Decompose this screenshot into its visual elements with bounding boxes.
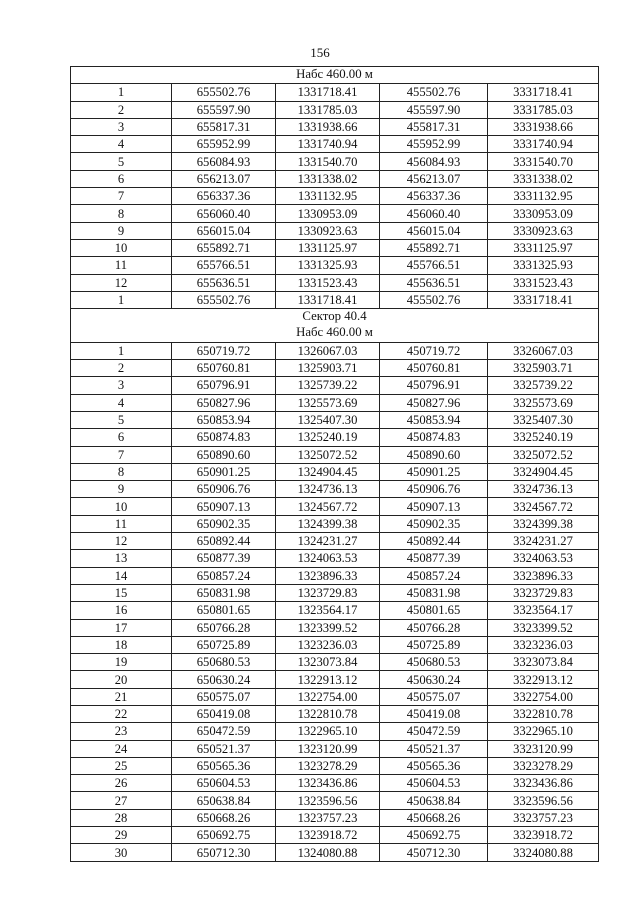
point-number-cell: 11	[71, 515, 172, 532]
table-row	[71, 688, 599, 705]
x-local-cell: 456015.04	[380, 222, 488, 239]
x-local-cell: 450668.26	[380, 809, 488, 826]
x-local-cell: 455766.51	[380, 257, 488, 274]
x-local-cell: 450575.07	[380, 688, 488, 705]
table-row	[71, 118, 599, 135]
table-row	[71, 481, 599, 498]
point-number-cell: 5	[71, 153, 172, 170]
point-number-cell: 15	[71, 584, 172, 601]
y-coordinate-cell: 1323436.86	[276, 775, 380, 792]
x-coordinate-cell: 650901.25	[172, 463, 276, 480]
point-number-cell: 2	[71, 101, 172, 118]
point-number-cell: 28	[71, 809, 172, 826]
y-coordinate-cell: 1323564.17	[276, 602, 380, 619]
point-number-cell: 1	[71, 291, 172, 308]
x-coordinate-cell: 650857.24	[172, 567, 276, 584]
table-row	[71, 619, 599, 636]
point-number-cell: 13	[71, 550, 172, 567]
y-local-cell: 3323278.29	[488, 757, 599, 774]
y-coordinate-cell: 1325407.30	[276, 411, 380, 428]
x-coordinate-cell: 650419.08	[172, 705, 276, 722]
y-local-cell: 3331718.41	[488, 84, 599, 101]
table-row	[71, 153, 599, 170]
y-coordinate-cell: 1324736.13	[276, 481, 380, 498]
y-coordinate-cell: 1331338.02	[276, 170, 380, 187]
x-local-cell: 450521.37	[380, 740, 488, 757]
table-row	[71, 136, 599, 153]
y-coordinate-cell: 1331785.03	[276, 101, 380, 118]
x-coordinate-cell: 650725.89	[172, 636, 276, 653]
table-row	[71, 827, 599, 844]
x-local-cell: 455892.71	[380, 239, 488, 256]
table-row	[71, 602, 599, 619]
y-local-cell: 3323236.03	[488, 636, 599, 653]
x-coordinate-cell: 655892.71	[172, 239, 276, 256]
x-local-cell: 450901.25	[380, 463, 488, 480]
x-local-cell: 450801.65	[380, 602, 488, 619]
table-row	[71, 205, 599, 222]
point-number-cell: 20	[71, 671, 172, 688]
point-number-cell: 5	[71, 411, 172, 428]
x-local-cell: 450877.39	[380, 550, 488, 567]
x-local-cell: 450680.53	[380, 654, 488, 671]
section-header	[71, 67, 599, 84]
y-coordinate-cell: 1325573.69	[276, 394, 380, 411]
x-local-cell: 450760.81	[380, 360, 488, 377]
table-row	[71, 671, 599, 688]
table-row	[71, 636, 599, 653]
section-header-line: Набс 460.00 м	[296, 325, 373, 340]
y-coordinate-cell: 1330953.09	[276, 205, 380, 222]
y-local-cell: 3323564.17	[488, 602, 599, 619]
point-number-cell: 23	[71, 723, 172, 740]
y-coordinate-cell: 1324080.88	[276, 844, 380, 861]
y-local-cell: 3322810.78	[488, 705, 599, 722]
y-local-cell: 3324231.27	[488, 533, 599, 550]
y-local-cell: 3324567.72	[488, 498, 599, 515]
point-number-cell: 8	[71, 463, 172, 480]
point-number-cell: 6	[71, 429, 172, 446]
table-row	[71, 446, 599, 463]
x-coordinate-cell: 650680.53	[172, 654, 276, 671]
y-coordinate-cell: 1323896.33	[276, 567, 380, 584]
y-local-cell: 3323757.23	[488, 809, 599, 826]
y-coordinate-cell: 1325240.19	[276, 429, 380, 446]
point-number-cell: 2	[71, 360, 172, 377]
y-local-cell: 3324063.53	[488, 550, 599, 567]
point-number-cell: 19	[71, 654, 172, 671]
point-number-cell: 12	[71, 533, 172, 550]
x-coordinate-cell: 656337.36	[172, 188, 276, 205]
table-row	[71, 809, 599, 826]
x-coordinate-cell: 655817.31	[172, 118, 276, 135]
table-row	[71, 463, 599, 480]
x-coordinate-cell: 650766.28	[172, 619, 276, 636]
y-coordinate-cell: 1322913.12	[276, 671, 380, 688]
x-coordinate-cell: 656084.93	[172, 153, 276, 170]
table-row	[71, 550, 599, 567]
table-row	[71, 342, 599, 359]
y-local-cell: 3325903.71	[488, 360, 599, 377]
y-local-cell: 3324080.88	[488, 844, 599, 861]
x-coordinate-cell: 650668.26	[172, 809, 276, 826]
table-row	[71, 723, 599, 740]
x-coordinate-cell: 656060.40	[172, 205, 276, 222]
point-number-cell: 4	[71, 136, 172, 153]
coordinates-table-body	[71, 67, 599, 862]
point-number-cell: 4	[71, 394, 172, 411]
y-coordinate-cell: 1330923.63	[276, 222, 380, 239]
y-coordinate-cell: 1324567.72	[276, 498, 380, 515]
x-coordinate-cell: 655597.90	[172, 101, 276, 118]
point-number-cell: 16	[71, 602, 172, 619]
table-row	[71, 394, 599, 411]
table-row	[71, 533, 599, 550]
point-number-cell: 17	[71, 619, 172, 636]
y-coordinate-cell: 1323757.23	[276, 809, 380, 826]
point-number-cell: 22	[71, 705, 172, 722]
x-coordinate-cell: 656015.04	[172, 222, 276, 239]
x-local-cell: 450719.72	[380, 342, 488, 359]
y-local-cell: 3323896.33	[488, 567, 599, 584]
x-coordinate-cell: 650853.94	[172, 411, 276, 428]
section-header-line: Сектор 40.4	[302, 309, 367, 324]
y-local-cell: 3330923.63	[488, 222, 599, 239]
point-number-cell: 7	[71, 446, 172, 463]
table-row	[71, 844, 599, 861]
point-number-cell: 24	[71, 740, 172, 757]
table-row	[71, 567, 599, 584]
x-local-cell: 455817.31	[380, 118, 488, 135]
table-row	[71, 84, 599, 101]
x-local-cell: 456060.40	[380, 205, 488, 222]
x-local-cell: 450604.53	[380, 775, 488, 792]
y-coordinate-cell: 1331523.43	[276, 274, 380, 291]
y-coordinate-cell: 1331125.97	[276, 239, 380, 256]
y-local-cell: 3322913.12	[488, 671, 599, 688]
y-local-cell: 3331938.66	[488, 118, 599, 135]
coordinates-table-container	[70, 66, 598, 862]
x-local-cell: 450796.91	[380, 377, 488, 394]
x-local-cell: 450712.30	[380, 844, 488, 861]
table-row	[71, 705, 599, 722]
table-row	[71, 170, 599, 187]
y-local-cell: 3323596.56	[488, 792, 599, 809]
point-number-cell: 30	[71, 844, 172, 861]
y-coordinate-cell: 1324399.38	[276, 515, 380, 532]
x-coordinate-cell: 650630.24	[172, 671, 276, 688]
y-local-cell: 3331540.70	[488, 153, 599, 170]
x-coordinate-cell: 650890.60	[172, 446, 276, 463]
x-local-cell: 450902.35	[380, 515, 488, 532]
table-row	[71, 429, 599, 446]
y-local-cell: 3331523.43	[488, 274, 599, 291]
x-local-cell: 455597.90	[380, 101, 488, 118]
point-number-cell: 8	[71, 205, 172, 222]
y-local-cell: 3325739.22	[488, 377, 599, 394]
table-row	[71, 775, 599, 792]
y-coordinate-cell: 1331718.41	[276, 291, 380, 308]
y-local-cell: 3324736.13	[488, 481, 599, 498]
point-number-cell: 18	[71, 636, 172, 653]
point-number-cell: 1	[71, 342, 172, 359]
point-number-cell: 11	[71, 257, 172, 274]
y-local-cell: 3325407.30	[488, 411, 599, 428]
table-row	[71, 515, 599, 532]
y-local-cell: 3331718.41	[488, 291, 599, 308]
table-row	[71, 274, 599, 291]
table-row	[71, 257, 599, 274]
x-local-cell: 456337.36	[380, 188, 488, 205]
x-local-cell: 450906.76	[380, 481, 488, 498]
x-coordinate-cell: 650565.36	[172, 757, 276, 774]
page-number: 156	[310, 45, 330, 60]
x-coordinate-cell: 655502.76	[172, 84, 276, 101]
x-local-cell: 450630.24	[380, 671, 488, 688]
y-coordinate-cell: 1325739.22	[276, 377, 380, 394]
point-number-cell: 9	[71, 481, 172, 498]
x-coordinate-cell: 650575.07	[172, 688, 276, 705]
y-coordinate-cell: 1331938.66	[276, 118, 380, 135]
table-row	[71, 740, 599, 757]
table-row	[71, 222, 599, 239]
y-coordinate-cell: 1323236.03	[276, 636, 380, 653]
y-local-cell: 3331785.03	[488, 101, 599, 118]
x-local-cell: 450907.13	[380, 498, 488, 515]
point-number-cell: 27	[71, 792, 172, 809]
x-local-cell: 450766.28	[380, 619, 488, 636]
table-row	[71, 239, 599, 256]
x-coordinate-cell: 650892.44	[172, 533, 276, 550]
y-local-cell: 3323729.83	[488, 584, 599, 601]
point-number-cell: 25	[71, 757, 172, 774]
x-coordinate-cell: 650801.65	[172, 602, 276, 619]
table-row	[71, 498, 599, 515]
x-coordinate-cell: 650906.76	[172, 481, 276, 498]
x-coordinate-cell: 650907.13	[172, 498, 276, 515]
x-coordinate-cell: 655502.76	[172, 291, 276, 308]
y-coordinate-cell: 1322810.78	[276, 705, 380, 722]
y-local-cell: 3330953.09	[488, 205, 599, 222]
y-coordinate-cell: 1323278.29	[276, 757, 380, 774]
y-local-cell: 3323399.52	[488, 619, 599, 636]
section-header-row	[71, 309, 599, 343]
table-row	[71, 654, 599, 671]
x-local-cell: 455502.76	[380, 291, 488, 308]
x-local-cell: 450419.08	[380, 705, 488, 722]
y-coordinate-cell: 1322754.00	[276, 688, 380, 705]
table-row	[71, 757, 599, 774]
section-header-line: Набс 460.00 м	[296, 67, 373, 81]
y-local-cell: 3322965.10	[488, 723, 599, 740]
y-coordinate-cell: 1331540.70	[276, 153, 380, 170]
x-coordinate-cell: 650831.98	[172, 584, 276, 601]
x-local-cell: 450692.75	[380, 827, 488, 844]
point-number-cell: 3	[71, 118, 172, 135]
section-header	[71, 309, 599, 343]
y-local-cell: 3326067.03	[488, 342, 599, 359]
x-coordinate-cell: 655766.51	[172, 257, 276, 274]
y-local-cell: 3331132.95	[488, 188, 599, 205]
x-local-cell: 450565.36	[380, 757, 488, 774]
y-coordinate-cell: 1323729.83	[276, 584, 380, 601]
point-number-cell: 12	[71, 274, 172, 291]
y-local-cell: 3325072.52	[488, 446, 599, 463]
y-local-cell: 3331125.97	[488, 239, 599, 256]
y-local-cell: 3325573.69	[488, 394, 599, 411]
point-number-cell: 10	[71, 498, 172, 515]
point-number-cell: 7	[71, 188, 172, 205]
y-local-cell: 3331740.94	[488, 136, 599, 153]
y-coordinate-cell: 1324231.27	[276, 533, 380, 550]
y-coordinate-cell: 1323120.99	[276, 740, 380, 757]
table-row	[71, 411, 599, 428]
x-coordinate-cell: 650712.30	[172, 844, 276, 861]
x-local-cell: 450827.96	[380, 394, 488, 411]
x-local-cell: 450831.98	[380, 584, 488, 601]
point-number-cell: 14	[71, 567, 172, 584]
y-local-cell: 3331325.93	[488, 257, 599, 274]
table-row	[71, 101, 599, 118]
x-coordinate-cell: 655952.99	[172, 136, 276, 153]
table-row	[71, 792, 599, 809]
y-coordinate-cell: 1325072.52	[276, 446, 380, 463]
y-coordinate-cell: 1323399.52	[276, 619, 380, 636]
x-coordinate-cell: 650760.81	[172, 360, 276, 377]
x-coordinate-cell: 650692.75	[172, 827, 276, 844]
y-coordinate-cell: 1324904.45	[276, 463, 380, 480]
x-local-cell: 450725.89	[380, 636, 488, 653]
point-number-cell: 26	[71, 775, 172, 792]
y-coordinate-cell: 1322965.10	[276, 723, 380, 740]
section-header-row	[71, 67, 599, 84]
point-number-cell: 10	[71, 239, 172, 256]
y-coordinate-cell: 1331718.41	[276, 84, 380, 101]
point-number-cell: 21	[71, 688, 172, 705]
x-local-cell: 450890.60	[380, 446, 488, 463]
x-local-cell: 455502.76	[380, 84, 488, 101]
table-row	[71, 360, 599, 377]
y-coordinate-cell: 1324063.53	[276, 550, 380, 567]
x-local-cell: 456084.93	[380, 153, 488, 170]
x-coordinate-cell: 656213.07	[172, 170, 276, 187]
x-coordinate-cell: 650827.96	[172, 394, 276, 411]
point-number-cell: 29	[71, 827, 172, 844]
table-row	[71, 291, 599, 308]
y-coordinate-cell: 1326067.03	[276, 342, 380, 359]
y-local-cell: 3331338.02	[488, 170, 599, 187]
point-number-cell: 9	[71, 222, 172, 239]
x-local-cell: 456213.07	[380, 170, 488, 187]
x-local-cell: 455636.51	[380, 274, 488, 291]
x-local-cell: 450853.94	[380, 411, 488, 428]
point-number-cell: 3	[71, 377, 172, 394]
table-row	[71, 188, 599, 205]
y-coordinate-cell: 1331132.95	[276, 188, 380, 205]
x-coordinate-cell: 650521.37	[172, 740, 276, 757]
y-coordinate-cell: 1325903.71	[276, 360, 380, 377]
x-coordinate-cell: 650877.39	[172, 550, 276, 567]
x-coordinate-cell: 650874.83	[172, 429, 276, 446]
x-coordinate-cell: 650719.72	[172, 342, 276, 359]
y-local-cell: 3323120.99	[488, 740, 599, 757]
y-coordinate-cell: 1323596.56	[276, 792, 380, 809]
x-local-cell: 450857.24	[380, 567, 488, 584]
y-local-cell: 3323073.84	[488, 654, 599, 671]
x-coordinate-cell: 650902.35	[172, 515, 276, 532]
x-coordinate-cell: 650472.59	[172, 723, 276, 740]
x-coordinate-cell: 650796.91	[172, 377, 276, 394]
coordinates-table	[70, 66, 599, 862]
y-coordinate-cell: 1323073.84	[276, 654, 380, 671]
x-local-cell: 455952.99	[380, 136, 488, 153]
y-local-cell: 3325240.19	[488, 429, 599, 446]
y-coordinate-cell: 1331325.93	[276, 257, 380, 274]
x-coordinate-cell: 650638.84	[172, 792, 276, 809]
x-coordinate-cell: 650604.53	[172, 775, 276, 792]
x-local-cell: 450874.83	[380, 429, 488, 446]
y-local-cell: 3323436.86	[488, 775, 599, 792]
point-number-cell: 6	[71, 170, 172, 187]
x-coordinate-cell: 655636.51	[172, 274, 276, 291]
y-coordinate-cell: 1331740.94	[276, 136, 380, 153]
y-local-cell: 3324399.38	[488, 515, 599, 532]
y-local-cell: 3324904.45	[488, 463, 599, 480]
y-local-cell: 3322754.00	[488, 688, 599, 705]
y-local-cell: 3323918.72	[488, 827, 599, 844]
x-local-cell: 450892.44	[380, 533, 488, 550]
x-local-cell: 450638.84	[380, 792, 488, 809]
table-row	[71, 377, 599, 394]
point-number-cell: 1	[71, 84, 172, 101]
y-coordinate-cell: 1323918.72	[276, 827, 380, 844]
table-row	[71, 584, 599, 601]
x-local-cell: 450472.59	[380, 723, 488, 740]
